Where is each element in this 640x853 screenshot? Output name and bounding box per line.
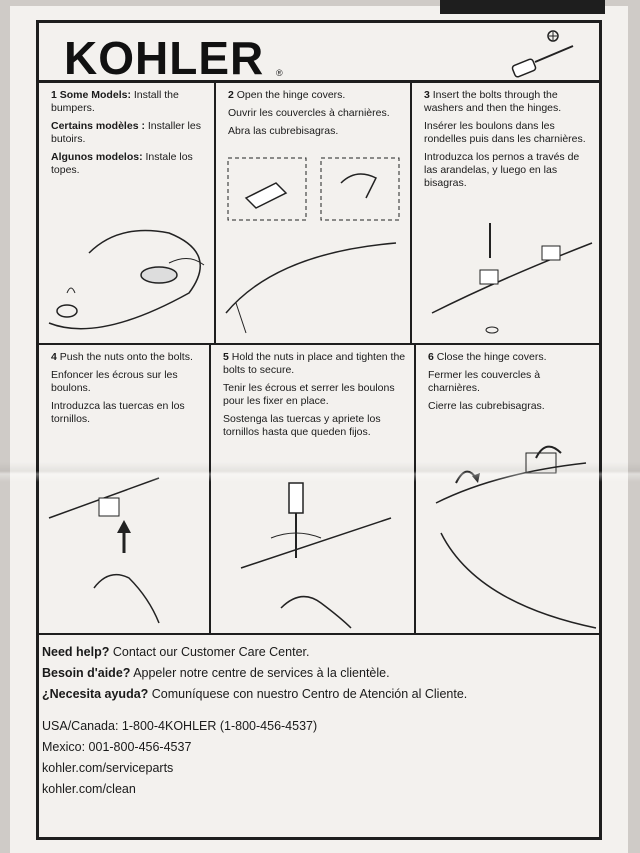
step-number: 4 — [51, 351, 57, 363]
step-2-en: Open the hinge covers. — [236, 89, 346, 101]
registered-mark: ® — [276, 68, 283, 78]
contact-section — [42, 716, 317, 800]
step-1-es-bold: Algunos modelos: — [51, 151, 143, 163]
close-hinge-illustration — [416, 443, 599, 633]
step-number: 2 — [228, 89, 234, 101]
step-panel-6 — [416, 345, 599, 635]
step-4-fr: Enfoncer les écrous sur les boulons. — [51, 369, 178, 394]
step-panel-5 — [211, 345, 416, 635]
nut-push-illustration — [39, 458, 211, 633]
help-en: Contact our Customer Care Center. — [109, 645, 310, 659]
top-edge-bar — [440, 0, 605, 14]
step-3-es: Introduzca los pernos a través de las arandelas, y luego en las bisagras. — [424, 151, 580, 189]
step-1-en-bold: Some Models: — [59, 89, 131, 101]
step-3-fr: Insérer les boulons dans les rondelles puis dans les charnières. — [424, 120, 586, 145]
phone-mexico: Mexico: 001-800-456-4537 — [42, 740, 192, 754]
screwdriver-icon — [505, 28, 595, 83]
service-parts-link[interactable]: kohler.com/serviceparts — [42, 761, 174, 775]
phone-usa: USA/Canada: 1-800-4KOHLER (1-800-456-4537) — [42, 719, 318, 733]
hinge-cover-illustration — [216, 153, 412, 343]
brand-logo: KOHLER — [64, 32, 265, 84]
step-1-en: Install the bumpers. — [51, 89, 179, 114]
step-panel-3 — [412, 83, 599, 345]
step-panel-4 — [39, 345, 211, 635]
step-number: 3 — [424, 89, 430, 101]
step-3-en: Insert the bolts through the washers and then the hinges. — [424, 89, 562, 114]
step-4-en: Push the nuts onto the bolts. — [59, 351, 193, 363]
help-fr-bold: Besoin d'aide? — [42, 666, 131, 680]
step-panel-1 — [39, 83, 216, 345]
step-4-es: Introduzca las tuercas en los tornillos. — [51, 400, 185, 425]
step-panel-2 — [216, 83, 412, 345]
tighten-bolt-illustration — [211, 478, 416, 633]
step-2-fr: Ouvrir les couvercles à charnières. — [228, 107, 390, 119]
help-en-bold: Need help? — [42, 645, 110, 659]
help-es: Comuníquese con nuestro Centro de Atención al Cliente. — [148, 687, 468, 701]
bolt-hinge-illustration — [412, 218, 599, 343]
clean-link[interactable]: kohler.com/clean — [42, 782, 136, 796]
step-5-en: Hold the nuts in place and tighten the bolts to secure. — [223, 351, 406, 376]
step-1-es: Instale los topes. — [51, 151, 193, 176]
step-6-fr: Fermer les couvercles à charnières. — [428, 369, 541, 394]
step-5-es: Sostenga las tuercas y apriete los tornillos hasta que queden fijos. — [223, 413, 381, 438]
step-6-es: Cierre las cubrebisagras. — [428, 400, 545, 412]
help-fr: Appeler notre centre de services à la clientèle. — [130, 666, 390, 680]
step-5-fr: Tenir les écrous et serrer les boulons pour les fixer en place. — [223, 382, 395, 407]
step-6-en: Close the hinge covers. — [436, 351, 547, 363]
help-es-bold: ¿Necesita ayuda? — [42, 687, 149, 701]
step-1-fr-bold: Certains modèles : — [51, 120, 145, 132]
step-2-es: Abra las cubrebisagras. — [228, 125, 339, 137]
step-number: 5 — [223, 351, 229, 363]
step-1-fr: Installer les butoirs. — [51, 120, 201, 145]
help-section — [42, 642, 592, 705]
step-number: 1 — [51, 89, 57, 101]
bumper-illustration — [39, 193, 216, 343]
step-number: 6 — [428, 351, 434, 363]
